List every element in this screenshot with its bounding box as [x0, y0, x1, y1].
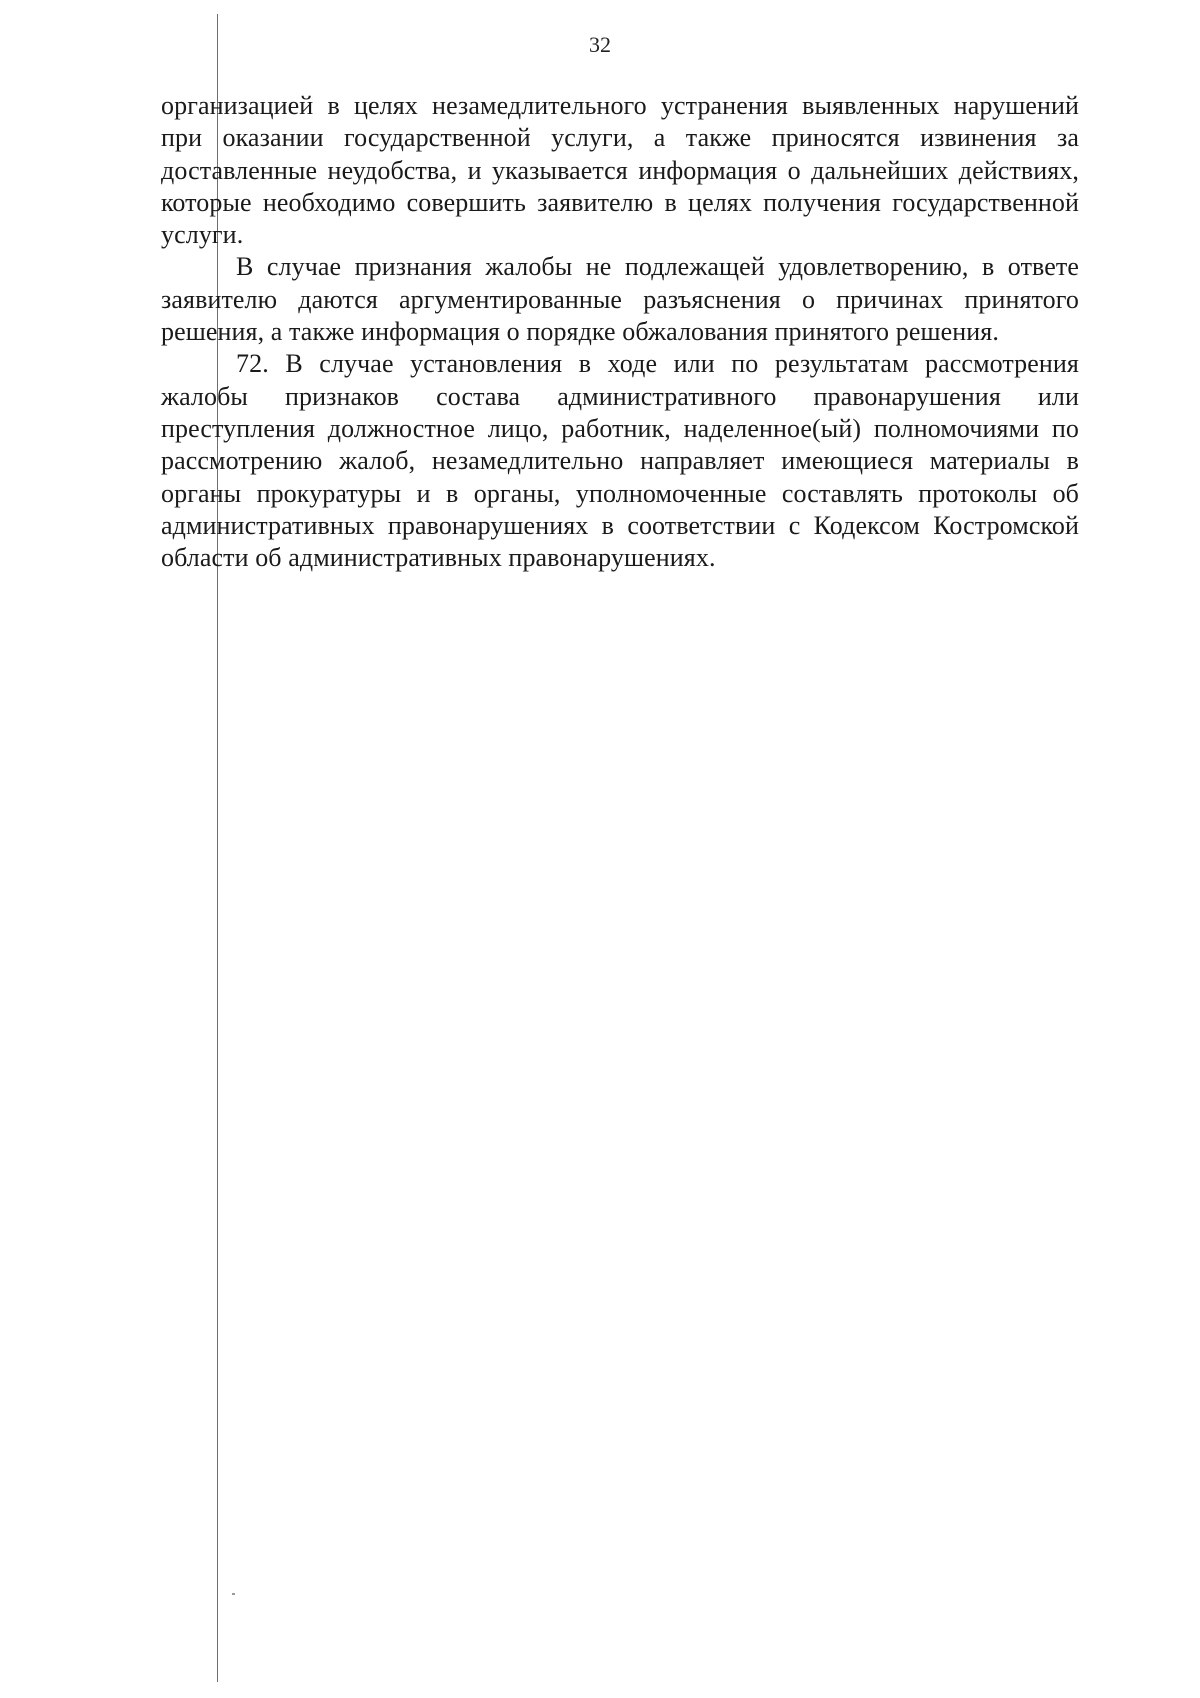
scan-speck	[232, 1593, 235, 1595]
page-number: 32	[589, 32, 611, 57]
document-body	[161, 90, 1079, 574]
paragraph-complaint-rejected: В случае признания жалобы не подлежащей удовлетворению, в ответе заявителю даются аргументированные разъяснения о причинах принятого решения, а также информация о порядке обжалования принятого решения.	[161, 252, 1079, 347]
paragraph-continuation: организацией в целях незамедлительного устранения выявленных нарушений при оказании государственной услуги, а также приносятся извинения за доставленные неудобства, и указывается информация о дальнейших действиях, которые необходимо совершить заявителю в целях получения государственной услуги.	[161, 91, 1079, 250]
paragraph-clause-72: 72. В случае установления в ходе или по результатам рассмотрения жалобы признаков состава административного правонарушения или преступления должностное лицо, работник, наделенное(ый) полномочиями по рассмотрению жалоб, незамедлительно направляет имеющиеся материалы в органы прокуратуры и в органы, уполномоченные составлять протоколы об административных правонарушениях в соответствии с Кодексом Костромской области об административных правонарушениях.	[161, 349, 1079, 573]
